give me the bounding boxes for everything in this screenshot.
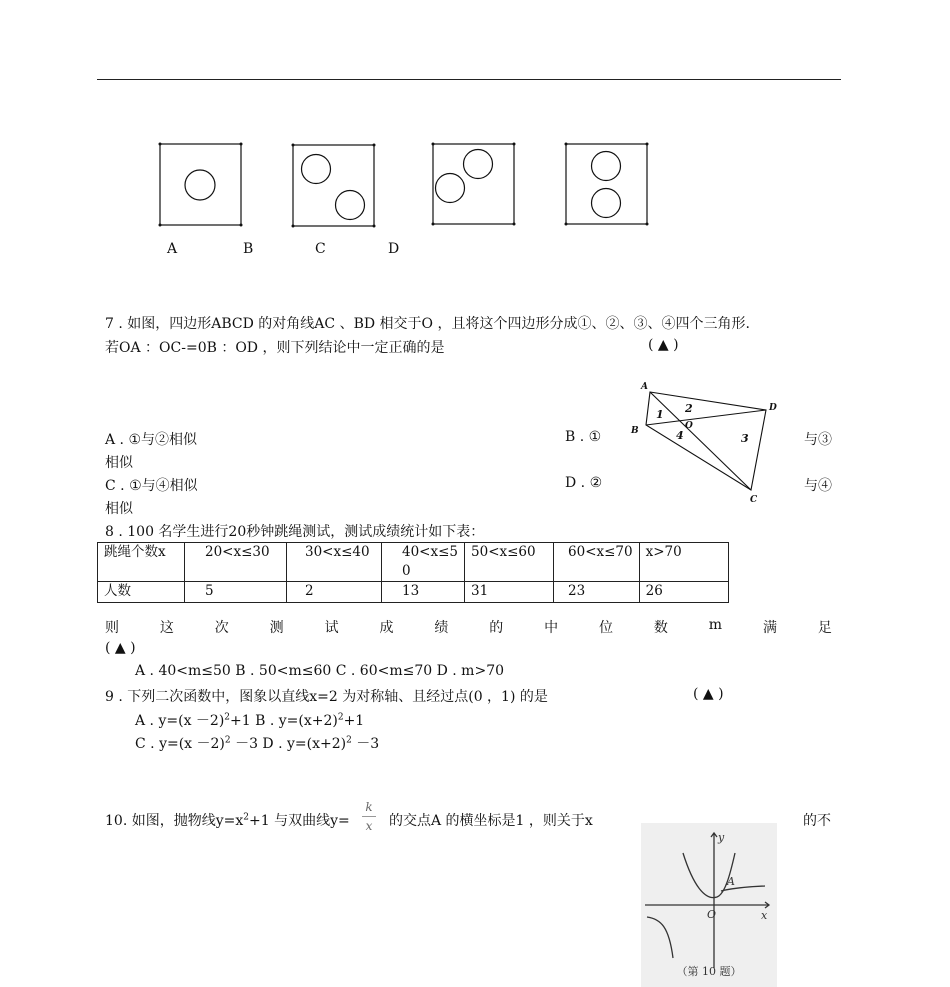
q7-label-d: D xyxy=(769,403,777,413)
q7-option-b-tail: 与③ xyxy=(804,432,832,448)
q10-graph xyxy=(641,823,777,987)
table-header-row xyxy=(98,543,729,582)
figure-d-square xyxy=(566,144,647,224)
stem-char: 中 xyxy=(544,620,559,636)
q7-label-b: B xyxy=(631,426,639,436)
figure-c-circle-1 xyxy=(464,150,493,179)
figure-c-circle-2 xyxy=(436,174,465,203)
q10-point-a-label: A xyxy=(727,875,735,888)
q7-stem-line2: 若OA ：OC-=0B ：OD ，则下列结论中一定正确的是 xyxy=(105,340,445,356)
table-cell: x>70 xyxy=(639,543,728,582)
option-text: A . y=(x －2) xyxy=(135,713,225,729)
option-text: －3 D . y=(x+2) xyxy=(230,736,347,752)
stem-char: 的 xyxy=(489,620,504,636)
q7-label-o: O xyxy=(685,421,693,431)
stem-char: 足 xyxy=(817,620,832,636)
q7-option-c: C . ①与④相似 xyxy=(105,478,198,494)
superscript: 2 xyxy=(337,712,344,723)
figure-label-c: C xyxy=(315,241,326,257)
superscript: 2 xyxy=(243,812,249,823)
stem-char: 成 xyxy=(379,620,394,636)
stem-char: 绩 xyxy=(434,620,449,636)
fraction-numerator: k xyxy=(365,800,373,814)
stem-text: +1 与双曲线y= xyxy=(248,813,350,829)
q9-options-line2 xyxy=(135,733,379,753)
figure-b-circle-2 xyxy=(336,191,365,220)
table-cell: 40<x≤5 0 xyxy=(382,543,465,582)
figure-b-circle-1 xyxy=(302,155,331,184)
q7-stem-line1: 7 . 如图，四边形ABCD 的对角线AC 、BD 相交于O ，且将这个四边形分成①、②、③、④四个三角形. xyxy=(105,316,750,332)
figure-label-d: D xyxy=(388,241,400,257)
table-cell: 60<x≤70 xyxy=(554,543,640,582)
figure-c-square xyxy=(433,144,514,224)
q7-label-a: A xyxy=(641,382,648,392)
q7-region-4: 4 xyxy=(676,429,684,442)
q10-graph-plot xyxy=(641,823,777,987)
q8-question-line xyxy=(105,617,832,637)
q10-stem-tail: 的不 xyxy=(803,813,831,829)
q10-stem xyxy=(105,810,350,830)
q8-answer-mark: ( ▲ ) xyxy=(105,640,136,656)
option-text: －3 xyxy=(351,736,380,752)
table-cell: 20<x≤30 xyxy=(185,543,287,582)
q8-stem: 8 . 100 名学生进行20秒钟跳绳测试，测试成绩统计如下表： xyxy=(105,524,485,540)
superscript: 2 xyxy=(224,735,231,746)
table-cell: 30<x≤40 xyxy=(287,543,382,582)
fraction-denominator: x xyxy=(362,816,376,835)
q7-label-c: C xyxy=(750,495,758,505)
table-row xyxy=(98,582,729,603)
table-cell: 26 xyxy=(639,582,728,603)
q10-fraction xyxy=(362,798,376,835)
table-cell: 跳绳个数x xyxy=(98,543,185,582)
table-cell: 50<x≤60 xyxy=(465,543,554,582)
q7-region-1: 1 xyxy=(656,408,664,421)
q7-option-d-tail: 与④ xyxy=(804,478,832,494)
stem-char: 满 xyxy=(762,620,777,636)
stem-char: 试 xyxy=(324,620,339,636)
superscript: 2 xyxy=(346,735,352,746)
table-cell: 23 xyxy=(554,582,640,603)
q7-option-b-wrap: 相似 xyxy=(105,455,133,471)
stem-char: 位 xyxy=(599,620,614,636)
stem-char: 则 xyxy=(105,620,119,636)
figure-d-circle-1 xyxy=(592,152,621,181)
q7-answer-mark: ( ▲ ) xyxy=(648,337,679,353)
figure-label-a: A xyxy=(167,241,178,257)
stem-char: 数 xyxy=(653,620,668,636)
q10-axis-y-label: y xyxy=(718,831,725,844)
q7-option-d-wrap: 相似 xyxy=(105,501,133,517)
superscript: 2 xyxy=(224,712,231,723)
table-cell: 2 xyxy=(287,582,382,603)
figure-a-square xyxy=(160,144,241,225)
q10-origin-label: O xyxy=(707,908,717,921)
stem-char: 测 xyxy=(269,620,284,636)
stem-char: 这 xyxy=(159,620,174,636)
q7-option-a: A . ①与②相似 xyxy=(105,432,198,448)
stem-char: 次 xyxy=(214,620,229,636)
q7-option-b: B . ① xyxy=(565,429,602,445)
q8-score-table xyxy=(97,542,729,603)
q7-region-2: 2 xyxy=(685,402,693,415)
q7-region-3: 3 xyxy=(741,432,749,445)
table-cell: 5 xyxy=(185,582,287,603)
q7-option-d: D . ② xyxy=(565,475,603,491)
stem-text: 10. 如图，抛物线y=x xyxy=(105,813,244,829)
q10-stem-cont: 的交点A 的横坐标是1 ，则关于x xyxy=(389,813,593,829)
figure-d-circle-2 xyxy=(592,189,621,218)
table-cell: 人数 xyxy=(98,582,185,603)
q10-axis-x-label: x xyxy=(761,909,768,922)
stem-char: m xyxy=(708,617,723,633)
q9-answer-mark: ( ▲ ) xyxy=(693,686,724,702)
q9-options-line1 xyxy=(135,710,364,730)
table-cell: 31 xyxy=(465,582,554,603)
figure-label-b: B xyxy=(243,241,254,257)
q9-stem: 9 . 下列二次函数中，图象以直线x=2 为对称轴、且经过点(0 ，1) 的是 xyxy=(105,689,548,705)
option-text: C . y=(x －2) xyxy=(135,736,225,752)
q10-graph-caption: （第 10 题） xyxy=(676,965,742,978)
figure-a-circle xyxy=(185,170,215,200)
table-cell: 13 xyxy=(382,582,465,603)
option-text: +1 B . y=(x+2) xyxy=(230,713,338,729)
option-text: +1 xyxy=(343,713,365,729)
q8-options: A . 40<m≤50 B . 50<m≤60 C . 60<m≤70 D . m>70 xyxy=(135,663,505,679)
